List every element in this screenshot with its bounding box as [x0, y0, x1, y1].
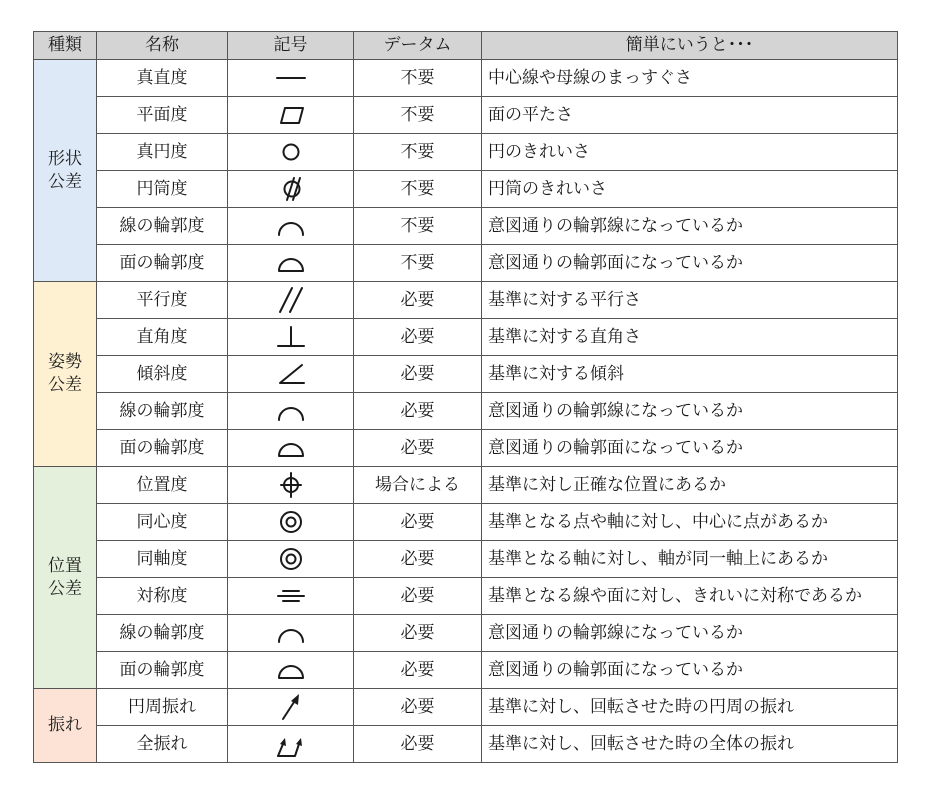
datum-cell: 必要: [354, 319, 482, 356]
table-row: [34, 541, 898, 578]
symbol-cell: [228, 689, 354, 726]
category-cell: [34, 689, 97, 763]
category-cell: [34, 467, 97, 689]
header-name: 名称: [97, 32, 228, 60]
symbol-cell: [228, 171, 354, 208]
table-row: [34, 504, 898, 541]
name-cell: 線の輪郭度: [97, 208, 228, 245]
symmetry-icon: [271, 582, 311, 610]
header-category: 種類: [34, 32, 97, 60]
category-label-line: 公差: [48, 375, 82, 395]
description-cell: 円筒のきれいさ: [482, 171, 898, 208]
description-cell: 中心線や母線のまっすぐさ: [482, 60, 898, 97]
symbol-cell: [228, 319, 354, 356]
symbol-cell: [228, 60, 354, 97]
name-cell: 線の輪郭度: [97, 615, 228, 652]
symbol-cell: [228, 504, 354, 541]
symbol-cell: [228, 282, 354, 319]
datum-cell: 必要: [354, 504, 482, 541]
header-description: 簡単にいうと･･･: [482, 32, 898, 60]
table-row: [34, 689, 898, 726]
datum-cell: 必要: [354, 541, 482, 578]
name-cell: 同軸度: [97, 541, 228, 578]
name-cell: 同心度: [97, 504, 228, 541]
flatness-icon: [271, 101, 311, 129]
concentricity-icon: [271, 508, 311, 536]
datum-cell: 不要: [354, 245, 482, 282]
datum-cell: 不要: [354, 208, 482, 245]
category-label-line: 位置: [48, 555, 82, 576]
header-datum: データム: [354, 32, 482, 60]
datum-cell: 必要: [354, 282, 482, 319]
table-row: [34, 171, 898, 208]
description-cell: 円のきれいさ: [482, 134, 898, 171]
table-row: [34, 356, 898, 393]
name-cell: 傾斜度: [97, 356, 228, 393]
header-row: [34, 32, 898, 60]
datum-cell: 不要: [354, 97, 482, 134]
description-cell: 面の平たさ: [482, 97, 898, 134]
datum-cell: 不要: [354, 60, 482, 97]
symbol-cell: [228, 134, 354, 171]
coaxiality-icon: [271, 545, 311, 573]
description-cell: 意図通りの輪郭線になっているか: [482, 208, 898, 245]
symbol-cell: [228, 467, 354, 504]
table-row: [34, 282, 898, 319]
symbol-cell: [228, 652, 354, 689]
symbol-cell: [228, 541, 354, 578]
cylindricity-icon: [271, 175, 311, 203]
table-row: [34, 578, 898, 615]
category-label-line: 姿勢: [48, 352, 82, 373]
line-profile-icon: [271, 212, 311, 240]
datum-cell: 必要: [354, 578, 482, 615]
name-cell: 直角度: [97, 319, 228, 356]
table-row: [34, 652, 898, 689]
category-label-line: 振れ: [48, 715, 82, 736]
description-cell: 基準に対する直角さ: [482, 319, 898, 356]
description-cell: 意図通りの輪郭線になっているか: [482, 393, 898, 430]
table-row: [34, 393, 898, 430]
datum-cell: 必要: [354, 726, 482, 763]
surface-profile-icon: [271, 656, 311, 684]
name-cell: 対称度: [97, 578, 228, 615]
name-cell: 真円度: [97, 134, 228, 171]
table-row: [34, 319, 898, 356]
description-cell: 基準となる点や軸に対し、中心に点があるか: [482, 504, 898, 541]
straightness-icon: [271, 64, 311, 92]
description-cell: 基準に対し、回転させた時の円周の振れ: [482, 689, 898, 726]
surface-profile-icon: [271, 434, 311, 462]
parallelism-icon: [271, 286, 311, 314]
datum-cell: 不要: [354, 134, 482, 171]
perpendicularity-icon: [271, 323, 311, 351]
name-cell: 円筒度: [97, 171, 228, 208]
datum-cell: 必要: [354, 393, 482, 430]
tolerance-table: [33, 31, 898, 763]
description-cell: 意図通りの輪郭面になっているか: [482, 652, 898, 689]
category-label-line: 形状: [48, 148, 82, 169]
surface-profile-icon: [271, 249, 311, 277]
header-symbol: 記号: [228, 32, 354, 60]
datum-cell: 場合による: [354, 467, 482, 504]
name-cell: 全振れ: [97, 726, 228, 763]
datum-cell: 不要: [354, 171, 482, 208]
circularity-icon: [271, 138, 311, 166]
description-cell: 意図通りの輪郭面になっているか: [482, 430, 898, 467]
table-row: [34, 60, 898, 97]
table-row: [34, 134, 898, 171]
category-label-line: 公差: [48, 578, 82, 599]
symbol-cell: [228, 356, 354, 393]
datum-cell: 必要: [354, 689, 482, 726]
datum-cell: 必要: [354, 430, 482, 467]
description-cell: 基準となる線や面に対し、きれいに対称であるか: [482, 578, 898, 615]
table-row: [34, 615, 898, 652]
description-cell: 意図通りの輪郭面になっているか: [482, 245, 898, 282]
category-cell: [34, 282, 97, 467]
symbol-cell: [228, 245, 354, 282]
line-profile-icon: [271, 397, 311, 425]
datum-cell: 必要: [354, 652, 482, 689]
name-cell: 位置度: [97, 467, 228, 504]
description-cell: 基準に対し正確な位置にあるか: [482, 467, 898, 504]
symbol-cell: [228, 726, 354, 763]
symbol-cell: [228, 615, 354, 652]
position-icon: [271, 471, 311, 499]
description-cell: 意図通りの輪郭線になっているか: [482, 615, 898, 652]
symbol-cell: [228, 97, 354, 134]
table-row: [34, 245, 898, 282]
description-cell: 基準に対し、回転させた時の全体の振れ: [482, 726, 898, 763]
description-cell: 基準となる軸に対し、軸が同一軸上にあるか: [482, 541, 898, 578]
category-cell: [34, 60, 97, 282]
angularity-icon: [271, 360, 311, 388]
table-row: [34, 97, 898, 134]
total-runout-icon: [271, 730, 311, 758]
description-cell: 基準に対する平行さ: [482, 282, 898, 319]
table-row: [34, 208, 898, 245]
datum-cell: 必要: [354, 356, 482, 393]
name-cell: 真直度: [97, 60, 228, 97]
symbol-cell: [228, 430, 354, 467]
name-cell: 平行度: [97, 282, 228, 319]
table-row: [34, 467, 898, 504]
table-row: [34, 430, 898, 467]
category-label-line: 公差: [48, 171, 82, 192]
symbol-cell: [228, 578, 354, 615]
table-row: [34, 726, 898, 763]
symbol-cell: [228, 393, 354, 430]
name-cell: 面の輪郭度: [97, 652, 228, 689]
name-cell: 面の輪郭度: [97, 430, 228, 467]
name-cell: 線の輪郭度: [97, 393, 228, 430]
name-cell: 面の輪郭度: [97, 245, 228, 282]
symbol-cell: [228, 208, 354, 245]
description-cell: 基準に対する傾斜: [482, 356, 898, 393]
name-cell: 円周振れ: [97, 689, 228, 726]
datum-cell: 必要: [354, 615, 482, 652]
circular-runout-icon: [271, 693, 311, 721]
line-profile-icon: [271, 619, 311, 647]
name-cell: 平面度: [97, 97, 228, 134]
